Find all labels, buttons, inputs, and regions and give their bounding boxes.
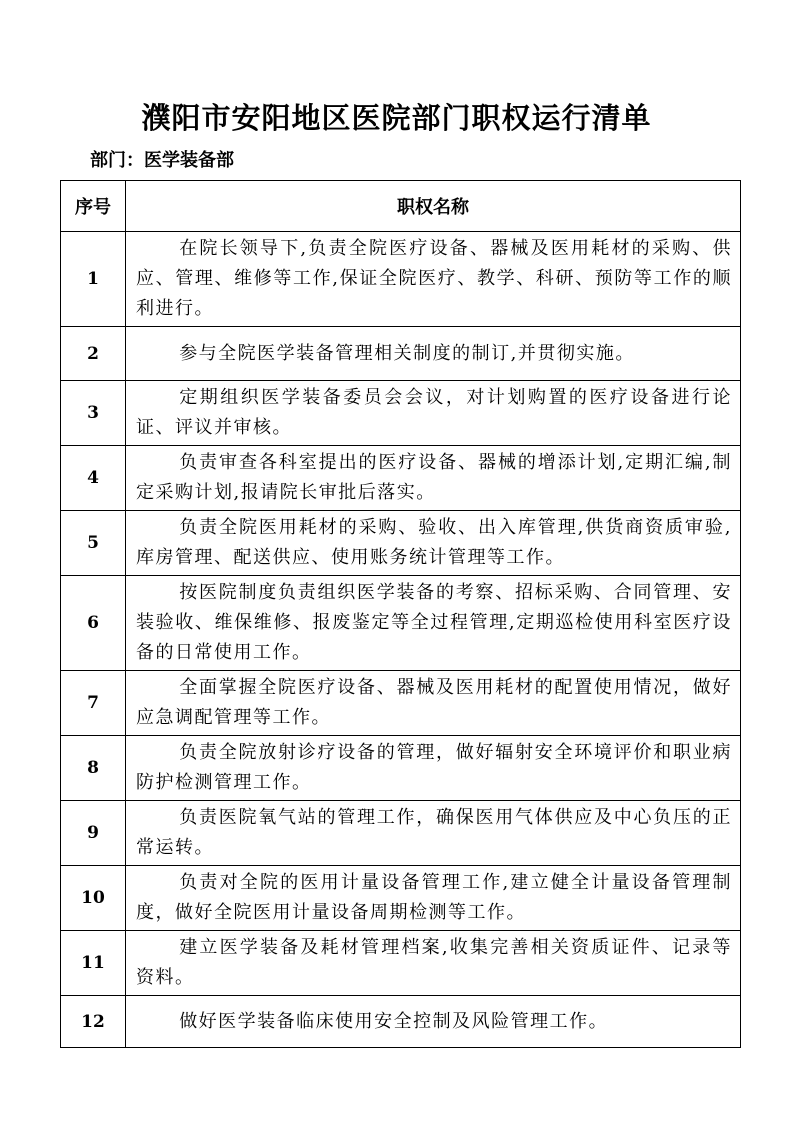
row-number: 8: [61, 736, 126, 801]
page-title: 濮阳市安阳地区医院部门职权运行清单: [141, 101, 652, 135]
table-row: [61, 232, 741, 327]
duty-text: 负责全院医用耗材的采购、验收、出入库管理,供货商资质审验,库房管理、配送供应、使用账务统计管理等工作。: [126, 511, 741, 576]
row-number: 12: [61, 996, 126, 1048]
row-number: 6: [61, 576, 126, 671]
duty-text: 在院长领导下,负责全院医疗设备、器械及医用耗材的采购、供应、管理、维修等工作,保证全院医疗、教学、科研、预防等工作的顺利进行。: [126, 232, 741, 327]
table-row: [61, 576, 741, 671]
duty-text: 负责审查各科室提出的医疗设备、器械的增添计划,定期汇编,制定采购计划,报请院长审批后落实。: [126, 446, 741, 511]
table-row: [61, 866, 741, 931]
table-row: [61, 931, 741, 996]
row-number: 11: [61, 931, 126, 996]
table-row: [61, 671, 741, 736]
row-number: 7: [61, 671, 126, 736]
table-row: [61, 511, 741, 576]
table-row: [61, 446, 741, 511]
table-row: [61, 996, 741, 1048]
duty-table: [60, 180, 741, 1048]
row-number: 5: [61, 511, 126, 576]
duty-text: 做好医学装备临床使用安全控制及风险管理工作。: [126, 996, 741, 1048]
duty-text: 按医院制度负责组织医学装备的考察、招标采购、合同管理、安装验收、维保维修、报废鉴定等全过程管理,定期巡检使用科室医疗设备的日常使用工作。: [126, 576, 741, 671]
table-row: [61, 327, 741, 381]
header-duty-name: 职权名称: [126, 181, 741, 232]
table-row: [61, 801, 741, 866]
duty-text: 建立医学装备及耗材管理档案,收集完善相关资质证件、记录等资料。: [126, 931, 741, 996]
duty-text: 负责全院放射诊疗设备的管理，做好辐射安全环境评价和职业病防护检测管理工作。: [126, 736, 741, 801]
header-number: 序号: [61, 181, 126, 232]
duty-text: 负责对全院的医用计量设备管理工作,建立健全计量设备管理制度，做好全院医用计量设备周期检测等工作。: [126, 866, 741, 931]
duty-text: 全面掌握全院医疗设备、器械及医用耗材的配置使用情况，做好应急调配管理等工作。: [126, 671, 741, 736]
table-header-row: [61, 181, 741, 232]
row-number: 9: [61, 801, 126, 866]
row-number: 1: [61, 232, 126, 327]
row-number: 4: [61, 446, 126, 511]
row-number: 10: [61, 866, 126, 931]
duty-text: 负责医院氧气站的管理工作，确保医用气体供应及中心负压的正常运转。: [126, 801, 741, 866]
table-row: [61, 381, 741, 446]
row-number: 2: [61, 327, 126, 381]
table-row: [61, 736, 741, 801]
duty-text: 参与全院医学装备管理相关制度的制订,并贯彻实施。: [126, 327, 741, 381]
department-label: 部门：医学装备部: [90, 150, 234, 171]
duty-text: 定期组织医学装备委员会会议，对计划购置的医疗设备进行论证、评议并审核。: [126, 381, 741, 446]
row-number: 3: [61, 381, 126, 446]
